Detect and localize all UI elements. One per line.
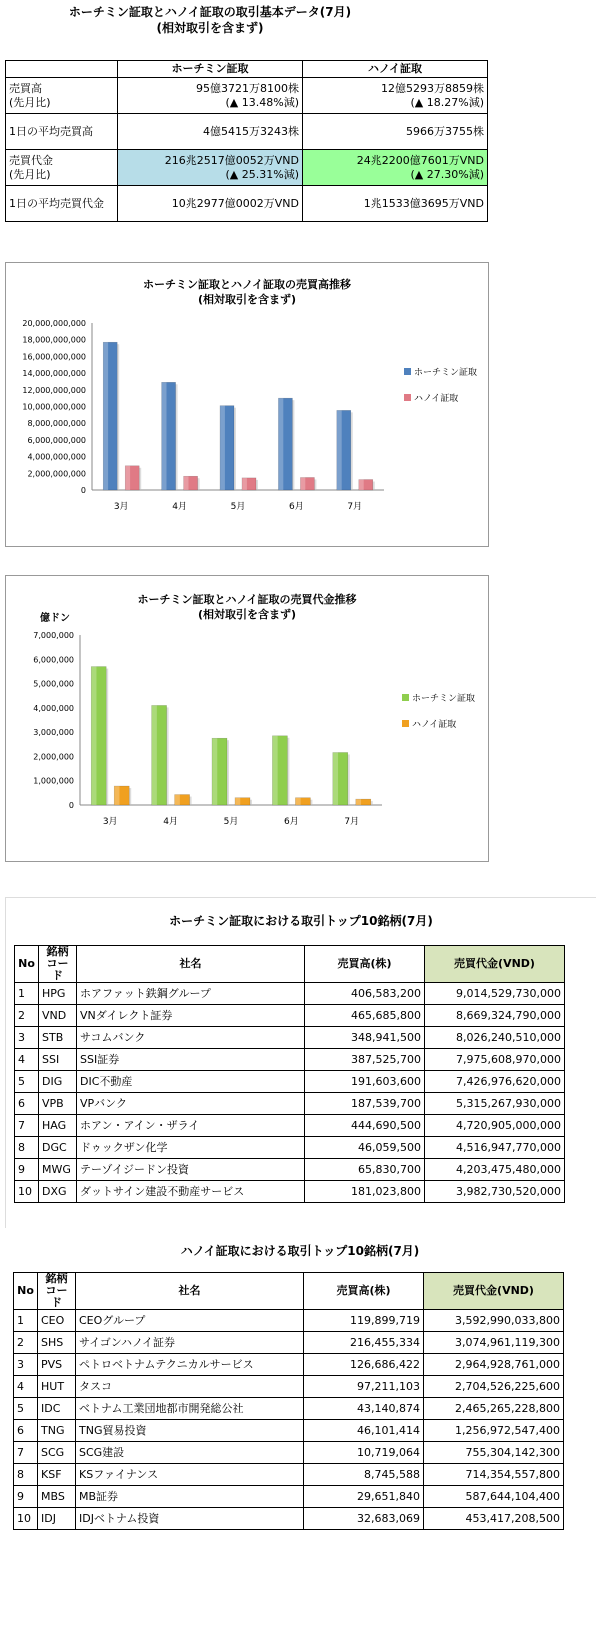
bar-highlight	[278, 398, 283, 490]
y-tick-label: 4,000,000	[33, 703, 74, 713]
basic-header-hcm: ホーチミン証取	[118, 61, 303, 78]
y-tick-label: 20,000,000,000	[22, 319, 86, 328]
row-volume: 10,719,064	[304, 1442, 424, 1464]
basic-header-row	[6, 61, 488, 78]
y-tick-label: 14,000,000,000	[22, 369, 86, 379]
basic-data-title	[0, 4, 420, 36]
y-tick-label: 0	[68, 801, 74, 810]
row-volume: 387,525,700	[305, 1049, 425, 1071]
header-no: No	[14, 1273, 38, 1310]
bar-highlight	[333, 752, 338, 805]
daily-value-row	[6, 186, 488, 222]
bar-highlight	[103, 342, 108, 490]
y-tick-label: 7,000,000	[33, 631, 74, 640]
bar-highlight	[356, 799, 361, 805]
bar-hcm	[91, 667, 108, 805]
volume-hcm-cell	[118, 78, 303, 114]
legend-label: ホーチミン証取	[414, 368, 478, 378]
row-value: 2,964,928,761,000	[424, 1354, 564, 1376]
table-row	[15, 1137, 565, 1159]
row-value: 4,516,947,770,000	[425, 1137, 565, 1159]
bar-hnx	[184, 476, 200, 490]
table-row	[15, 1093, 565, 1115]
row-no: 2	[15, 1005, 39, 1027]
daily-volume-row	[6, 114, 488, 150]
header-volume: 売買高(株)	[305, 946, 425, 983]
table-row	[14, 1376, 564, 1398]
row-value: 5,315,267,930,000	[425, 1093, 565, 1115]
bar-hnx	[242, 478, 258, 490]
row-name: TNG貿易投資	[76, 1420, 304, 1442]
value-hnx: 24兆2200億7601万VND	[356, 153, 484, 167]
header-code-line2: コード	[45, 1284, 68, 1309]
y-axis-label: 億ドン	[40, 613, 70, 624]
header-no: No	[15, 946, 39, 983]
row-value: 3,982,730,520,000	[425, 1181, 565, 1203]
row-value: 755,304,142,300	[424, 1442, 564, 1464]
header-name: 社名	[76, 1273, 304, 1310]
header-name: 社名	[77, 946, 305, 983]
bar-hcm	[272, 736, 289, 805]
table-row	[14, 1398, 564, 1420]
legend-swatch	[402, 720, 409, 727]
top-hcm-header	[15, 946, 565, 983]
row-code: MWG	[39, 1159, 77, 1181]
value-label-sub: (先月比)	[9, 167, 51, 181]
x-tick-label: 6月	[284, 817, 299, 827]
row-no: 10	[15, 1181, 39, 1203]
volume-chart-svg	[6, 263, 488, 546]
bar-highlight	[235, 798, 240, 805]
volume-hnx-change: (▲ 18.27%減)	[410, 95, 484, 109]
legend-label: ハノイ証取	[414, 394, 459, 404]
table-row	[15, 1181, 565, 1203]
y-tick-label: 5,000,000	[33, 679, 74, 689]
bar-hnx	[114, 786, 131, 805]
row-volume: 444,690,500	[305, 1115, 425, 1137]
row-no: 8	[15, 1137, 39, 1159]
volume-chart	[5, 262, 489, 547]
bar-hnx	[125, 466, 141, 490]
row-value: 2,704,526,225,600	[424, 1376, 564, 1398]
top-hnx-table	[13, 1272, 564, 1530]
daily-value-label: 1日の平均売買代金	[6, 186, 118, 222]
x-tick-label: 6月	[289, 502, 304, 512]
bar-hnx	[356, 799, 373, 805]
row-no: 7	[15, 1115, 39, 1137]
row-volume: 191,603,600	[305, 1071, 425, 1093]
bar-hcm	[278, 398, 294, 490]
header-volume: 売買高(株)	[304, 1273, 424, 1310]
bar-highlight	[212, 738, 217, 805]
table-row	[14, 1486, 564, 1508]
row-code: VND	[39, 1005, 77, 1027]
x-tick-label: 5月	[230, 502, 246, 512]
row-volume: 32,683,069	[304, 1508, 424, 1530]
volume-hcm-change: (▲ 13.48%減)	[225, 95, 299, 109]
row-volume: 348,941,500	[305, 1027, 425, 1049]
row-name: ホアン・アイン・ザライ	[77, 1115, 305, 1137]
y-tick-label: 1,000,000	[33, 776, 74, 786]
top-hnx-header	[14, 1273, 564, 1310]
row-volume: 46,101,414	[304, 1420, 424, 1442]
daily-value-hcm: 10兆2977億0002万VND	[118, 186, 303, 222]
row-volume: 8,745,588	[304, 1464, 424, 1486]
daily-volume-label: 1日の平均売買高	[6, 114, 118, 150]
y-tick-label: 6,000,000	[33, 655, 74, 665]
x-tick-label: 5月	[223, 817, 239, 827]
value-hcm-cell	[118, 150, 303, 186]
row-no: 5	[14, 1398, 38, 1420]
row-no: 5	[15, 1071, 39, 1093]
table-row	[14, 1354, 564, 1376]
row-name: テーゾイジードン投資	[77, 1159, 305, 1181]
y-tick-label: 8,000,000,000	[27, 419, 86, 429]
row-volume: 29,651,840	[304, 1486, 424, 1508]
table-row	[15, 1049, 565, 1071]
row-volume: 46,059,500	[305, 1137, 425, 1159]
daily-value-hnx: 1兆1533億3695万VND	[303, 186, 488, 222]
row-code: HPG	[39, 983, 77, 1005]
table-row	[14, 1420, 564, 1442]
x-tick-label: 7月	[347, 502, 363, 512]
value-row	[6, 150, 488, 186]
bar-hnx	[235, 798, 252, 805]
value-chart-svg	[6, 576, 488, 861]
row-value: 2,465,265,228,800	[424, 1398, 564, 1420]
volume-label-main: 売買高	[9, 81, 42, 95]
row-value: 3,074,961,119,300	[424, 1332, 564, 1354]
row-no: 3	[15, 1027, 39, 1049]
row-no: 6	[14, 1420, 38, 1442]
table-row	[14, 1332, 564, 1354]
basic-header-hnx: ハノイ証取	[303, 61, 488, 78]
table-row	[15, 1005, 565, 1027]
bar-highlight	[295, 798, 300, 805]
row-code: IDJ	[38, 1508, 76, 1530]
value-hnx-change: (▲ 27.30%減)	[410, 167, 484, 181]
row-value: 8,669,324,790,000	[425, 1005, 565, 1027]
bar-highlight	[175, 795, 180, 805]
row-no: 4	[14, 1376, 38, 1398]
header-code-line1: 銘柄	[45, 1272, 68, 1285]
row-no: 10	[14, 1508, 38, 1530]
row-code: DGC	[39, 1137, 77, 1159]
y-tick-label: 12,000,000,000	[22, 385, 86, 395]
bar-hcm	[103, 342, 119, 490]
row-value: 9,014,529,730,000	[425, 983, 565, 1005]
table-row	[15, 1027, 565, 1049]
volume-hnx-cell	[303, 78, 488, 114]
x-tick-label: 4月	[163, 817, 178, 827]
bar-hcm	[333, 752, 350, 805]
row-value: 7,975,608,970,000	[425, 1049, 565, 1071]
bar-highlight	[242, 478, 247, 490]
volume-chart-subtitle: (相対取引を含まず)	[197, 293, 297, 306]
row-name: KSファイナンス	[76, 1464, 304, 1486]
value-chart-subtitle: (相対取引を含まず)	[197, 608, 297, 621]
y-tick-label: 4,000,000,000	[27, 452, 86, 462]
value-chart	[5, 575, 489, 862]
bar-highlight	[300, 477, 305, 490]
bar-highlight	[152, 705, 157, 805]
row-name: ペトロベトナムテクニカルサービス	[76, 1354, 304, 1376]
row-volume: 465,685,800	[305, 1005, 425, 1027]
row-name: サイゴンハノイ証券	[76, 1332, 304, 1354]
row-volume: 97,211,103	[304, 1376, 424, 1398]
row-volume: 187,539,700	[305, 1093, 425, 1115]
row-no: 2	[14, 1332, 38, 1354]
value-hcm: 216兆2517億0052万VND	[164, 153, 299, 167]
bar-highlight	[184, 476, 189, 490]
top-hcm-section	[5, 897, 596, 1228]
row-code: SCG	[38, 1442, 76, 1464]
y-tick-label: 16,000,000,000	[22, 352, 86, 362]
bar-highlight	[337, 410, 342, 490]
row-no: 1	[15, 983, 39, 1005]
bar-hcm	[220, 406, 236, 490]
volume-label	[6, 78, 118, 114]
row-value: 714,354,557,800	[424, 1464, 564, 1486]
row-volume: 43,140,874	[304, 1398, 424, 1420]
bar-highlight	[125, 466, 130, 490]
legend-swatch	[404, 394, 411, 401]
bar-hcm	[162, 382, 178, 490]
value-chart-title: ホーチミン証取とハノイ証取の売買代金推移	[137, 593, 357, 606]
row-code: SSI	[39, 1049, 77, 1071]
row-name: VNダイレクト証券	[77, 1005, 305, 1027]
header-value: 売買代金(VND)	[424, 1273, 564, 1310]
value-label-main: 売買代金	[9, 153, 53, 167]
row-volume: 126,686,422	[304, 1354, 424, 1376]
basic-data-title-line2: (相対取引を含まず)	[156, 21, 264, 35]
row-name: SCG建設	[76, 1442, 304, 1464]
table-row	[15, 983, 565, 1005]
row-name: MB証券	[76, 1486, 304, 1508]
y-tick-label: 2,000,000	[33, 752, 74, 762]
bar-hnx	[300, 477, 316, 490]
y-tick-label: 6,000,000,000	[27, 435, 86, 445]
row-value: 587,644,104,400	[424, 1486, 564, 1508]
bar-hcm	[152, 705, 169, 805]
row-volume: 216,455,334	[304, 1332, 424, 1354]
row-value: 8,026,240,510,000	[425, 1027, 565, 1049]
legend-swatch	[404, 368, 411, 375]
top-hnx-title: ハノイ証取における取引トップ10銘柄(7月)	[180, 1244, 420, 1258]
row-volume: 181,023,800	[305, 1181, 425, 1203]
top-hcm-title: ホーチミン証取における取引トップ10銘柄(7月)	[169, 914, 433, 928]
row-no: 3	[14, 1354, 38, 1376]
row-value: 4,203,475,480,000	[425, 1159, 565, 1181]
bar-highlight	[114, 786, 119, 805]
header-code	[39, 946, 77, 983]
header-code	[38, 1273, 76, 1310]
y-tick-label: 18,000,000,000	[22, 335, 86, 345]
value-hcm-change: (▲ 25.31%減)	[225, 167, 299, 181]
row-value: 453,417,208,500	[424, 1508, 564, 1530]
row-name: CEOグループ	[76, 1310, 304, 1332]
x-tick-label: 3月	[113, 502, 129, 512]
x-tick-label: 7月	[344, 817, 360, 827]
bar-highlight	[220, 406, 225, 490]
row-name: DIC不動産	[77, 1071, 305, 1093]
row-no: 9	[15, 1159, 39, 1181]
row-no: 4	[15, 1049, 39, 1071]
basic-header-blank	[6, 61, 118, 78]
row-no: 1	[14, 1310, 38, 1332]
top-hnx-section	[5, 1236, 595, 1576]
row-no: 7	[14, 1442, 38, 1464]
y-tick-label: 0	[80, 486, 86, 495]
row-name: ダットサイン建設不動産サービス	[77, 1181, 305, 1203]
volume-label-sub: (先月比)	[9, 95, 51, 109]
volume-chart-title: ホーチミン証取とハノイ証取の売買高推移	[142, 278, 351, 291]
table-row	[14, 1442, 564, 1464]
row-name: ベトナム工業団地都市開発総公社	[76, 1398, 304, 1420]
row-name: IDJベトナム投資	[76, 1508, 304, 1530]
legend-swatch	[402, 694, 409, 701]
row-no: 8	[14, 1464, 38, 1486]
volume-hcm: 95億3721万8100株	[196, 81, 299, 95]
y-tick-label: 3,000,000	[33, 728, 74, 738]
bar-hnx	[175, 795, 192, 805]
row-name: ホアファット鉄鋼グループ	[77, 983, 305, 1005]
header-value: 売買代金(VND)	[425, 946, 565, 983]
row-code: PVS	[38, 1354, 76, 1376]
row-code: MBS	[38, 1486, 76, 1508]
row-name: SSI証券	[77, 1049, 305, 1071]
row-volume: 406,583,200	[305, 983, 425, 1005]
row-code: SHS	[38, 1332, 76, 1354]
y-tick-label: 2,000,000,000	[27, 469, 86, 479]
row-value: 1,256,972,547,400	[424, 1420, 564, 1442]
row-no: 6	[15, 1093, 39, 1115]
row-name: VPバンク	[77, 1093, 305, 1115]
row-code: TNG	[38, 1420, 76, 1442]
header-code-line1: 銘柄	[46, 945, 69, 958]
legend-label: ホーチミン証取	[412, 694, 476, 704]
x-tick-label: 4月	[172, 502, 187, 512]
row-name: タスコ	[76, 1376, 304, 1398]
row-volume: 119,899,719	[304, 1310, 424, 1332]
basic-data-table	[5, 60, 488, 222]
row-code: IDC	[38, 1398, 76, 1420]
row-code: DXG	[39, 1181, 77, 1203]
table-row	[14, 1464, 564, 1486]
row-code: HUT	[38, 1376, 76, 1398]
daily-volume-hcm: 4億5415万3243株	[118, 114, 303, 150]
bar-highlight	[359, 480, 364, 490]
volume-row	[6, 78, 488, 114]
bar-highlight	[91, 667, 96, 805]
bar-hcm	[337, 410, 353, 490]
row-name: ドゥックザン化学	[77, 1137, 305, 1159]
x-tick-label: 3月	[102, 817, 118, 827]
top-hcm-table	[14, 945, 565, 1203]
row-code: STB	[39, 1027, 77, 1049]
bar-hnx	[359, 480, 375, 490]
bar-highlight	[272, 736, 277, 805]
bar-highlight	[162, 382, 167, 490]
row-value: 3,592,990,033,800	[424, 1310, 564, 1332]
row-value: 7,426,976,620,000	[425, 1071, 565, 1093]
y-tick-label: 10,000,000,000	[22, 402, 86, 412]
row-no: 9	[14, 1486, 38, 1508]
row-code: KSF	[38, 1464, 76, 1486]
bar-hcm	[212, 738, 229, 805]
table-row	[15, 1115, 565, 1137]
row-code: VPB	[39, 1093, 77, 1115]
row-name: サコムバンク	[77, 1027, 305, 1049]
table-row	[15, 1071, 565, 1093]
table-row	[14, 1508, 564, 1530]
value-hnx-cell	[303, 150, 488, 186]
table-row	[14, 1310, 564, 1332]
volume-hnx: 12億5293万8859株	[381, 81, 484, 95]
table-row	[15, 1159, 565, 1181]
header-code-line2: コード	[46, 957, 69, 982]
legend-label: ハノイ証取	[412, 720, 457, 730]
bar-hnx	[295, 798, 312, 805]
row-code: CEO	[38, 1310, 76, 1332]
row-code: DIG	[39, 1071, 77, 1093]
row-volume: 65,830,700	[305, 1159, 425, 1181]
row-code: HAG	[39, 1115, 77, 1137]
value-label	[6, 150, 118, 186]
row-value: 4,720,905,000,000	[425, 1115, 565, 1137]
daily-volume-hnx: 5966万3755株	[303, 114, 488, 150]
basic-data-title-line1: ホーチミン証取とハノイ証取の取引基本データ(7月)	[68, 5, 352, 19]
